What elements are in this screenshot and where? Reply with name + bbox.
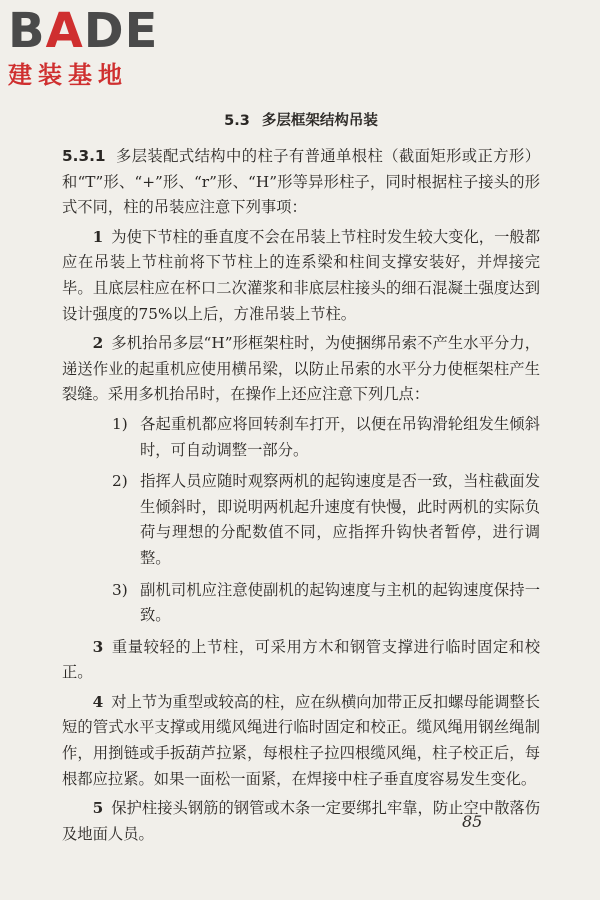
clause-text: 多层装配式结构中的柱子有普通单根柱（截面矩形或正方形）和“T”形、“+”形、“r”形、“H”形等异形柱子，同时根据柱子接头的形式不同，柱的吊装应注意下列事项： xyxy=(62,147,540,217)
page-number: 85 xyxy=(462,812,483,831)
logo-subtitle: 建装基地 xyxy=(8,61,128,89)
sub-list-item xyxy=(62,412,540,463)
sub-list-item xyxy=(62,578,540,629)
sub-item-number: 2) xyxy=(112,472,128,491)
sub-item-text: 副机司机应注意使副机的起钩速度与主机的起钩速度保持一致。 xyxy=(140,580,540,625)
list-item xyxy=(62,635,540,686)
item-text: 多机抬吊多层“H”形框架柱时，为使捆绑吊索不产生水平分力，递送作业的起重机应使用横吊梁，以防止吊索的水平分力使框架柱产生裂缝。采用多机抬吊时，在操作上还应注意下列几点： xyxy=(62,334,540,404)
sub-item-number: 1) xyxy=(112,414,128,433)
section-title: 多层框架结构吊装 xyxy=(261,113,378,129)
clause-paragraph xyxy=(62,144,540,221)
logo-letter-a: A xyxy=(45,3,84,59)
item-number: 5 xyxy=(92,799,104,818)
logo-letter-b: B xyxy=(8,3,46,59)
item-text: 对上节为重型或较高的柱，应在纵横向加带正反扣螺母能调整长短的管式水平支撑或用缆风绳进行临时固定和校正。缆风绳用钢丝绳制作，用捯链或手扳葫芦拉紧，每根柱子拉四根缆风绳，柱子校正后，每根都应拉紧。如果一面松一面紧，在焊接中柱子垂直度容易发生变化。 xyxy=(62,692,540,788)
item-text: 重量较轻的上节柱，可采用方木和钢管支撑进行临时固定和校正。 xyxy=(62,637,540,682)
item-text: 为使下节柱的垂直度不会在吊装上节柱时发生较大变化，一般都应在吊装上节柱前将下节柱上的连系梁和柱间支撑安装好，并焊接完毕。且底层柱应在杯口二次灌浆和非底层柱接头的细石混凝土强度达到设计强度的75%以上后，方准吊装上节柱。 xyxy=(62,227,540,323)
list-item xyxy=(62,225,540,327)
brand-logo xyxy=(8,4,178,90)
item-number: 3 xyxy=(92,637,104,656)
section-heading xyxy=(62,110,540,132)
sub-item-text: 指挥人员应随时观察两机的起钩速度是否一致，当柱截面发生倾斜时，即说明两机起升速度有快慢，此时两机的实际负荷与理想的分配数值不同，应指挥升钩快者暂停，进行调整。 xyxy=(140,472,540,567)
item-number: 1 xyxy=(92,227,104,246)
clause-number: 5.3.1 xyxy=(62,147,106,165)
sub-item-number: 3) xyxy=(112,580,128,599)
item-number: 2 xyxy=(92,334,104,353)
document-page xyxy=(62,110,540,851)
sub-list-item xyxy=(62,469,540,571)
section-number: 5.3 xyxy=(224,113,250,129)
item-text: 保护柱接头钢筋的钢管或木条一定要绑扎牢靠，防止空中散落伤及地面人员。 xyxy=(62,799,540,843)
list-item xyxy=(62,331,540,408)
logo-wordmark xyxy=(8,4,178,58)
list-item xyxy=(62,690,540,792)
logo-letters-de: DE xyxy=(83,3,159,59)
sub-item-text: 各起重机都应将回转刹车打开，以便在吊钩滑轮组发生倾斜时，可自动调整一部分。 xyxy=(140,414,540,459)
item-number: 4 xyxy=(92,692,104,711)
